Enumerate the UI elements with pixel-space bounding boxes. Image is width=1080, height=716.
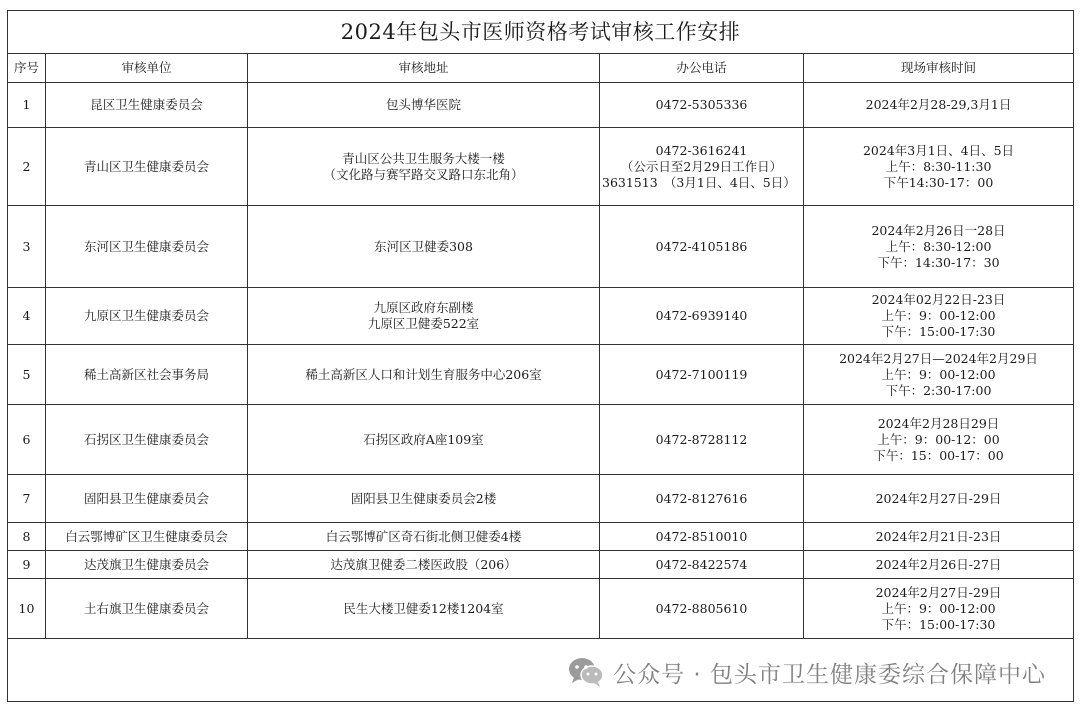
row-time <box>804 128 1074 206</box>
row-time-line: 下午14:30-17：00 <box>883 174 994 190</box>
watermark-text: 公众号 · 包头市卫生健康委综合保障中心 <box>613 661 1046 688</box>
row-time <box>804 551 1074 579</box>
row-phone-line: 0472-8805610 <box>655 600 748 616</box>
row-phone-line: 0472-8510010 <box>655 528 748 544</box>
table-row <box>8 128 1074 206</box>
page-title: 2024年包头市医师资格考试审核工作安排 <box>8 11 1074 54</box>
row-number: 6 <box>8 405 46 475</box>
row-unit: 白云鄂博矿区卫生健康委员会 <box>46 523 248 551</box>
row-number: 4 <box>8 288 46 345</box>
row-phone-line: 0472-8127616 <box>655 490 748 506</box>
row-phone-line: 0472-3616241 <box>655 142 748 158</box>
table-body <box>8 83 1074 639</box>
row-time-line: 2024年2月28-29,3月1日 <box>865 97 1012 112</box>
row-phone <box>600 83 804 128</box>
row-time-line: 下午：2:30-17:00 <box>885 382 992 398</box>
row-phone-line: 0472-5305336 <box>655 97 748 112</box>
row-address <box>248 128 600 206</box>
row-time-line: 上午：9：00-12：00 <box>877 431 1000 447</box>
header-phone: 办公电话 <box>600 54 804 83</box>
row-phone <box>600 523 804 551</box>
row-time-line: 下午：14:30-17：30 <box>877 254 1000 270</box>
row-phone-line: 0472-8422574 <box>655 556 748 572</box>
header-unit: 审核单位 <box>46 54 248 83</box>
row-time-line: 上午：9：00-12:00 <box>881 308 996 323</box>
table-row <box>8 579 1074 639</box>
row-time-line: 上午：8:30-11:30 <box>885 158 992 174</box>
schedule-table <box>7 10 1074 702</box>
row-address-line: 达茂旗卫健委二楼医政股（206） <box>330 556 517 572</box>
row-address-line: 固阳县卫生健康委员会2楼 <box>350 490 497 506</box>
row-address-line: 民生大楼卫健委12楼1204室 <box>343 600 504 616</box>
row-phone-line: （公示日至2月29日工作日） <box>620 158 783 174</box>
row-address-line: 九原区政府东副楼 <box>373 300 474 315</box>
row-address-line: （文化路与赛罕路交叉路口东北角） <box>323 166 524 182</box>
row-time <box>804 523 1074 551</box>
row-unit: 东河区卫生健康委员会 <box>46 206 248 288</box>
row-number: 7 <box>8 475 46 523</box>
row-phone <box>600 579 804 639</box>
header-time: 现场审核时间 <box>804 54 1074 83</box>
row-address-line: 九原区卫健委522室 <box>367 316 480 331</box>
row-time-line: 下午：15:00-17:30 <box>881 324 996 339</box>
row-time <box>804 405 1074 475</box>
row-phone-line: 3631513 （3月1日、4日、5日） <box>602 174 796 190</box>
table-row <box>8 206 1074 288</box>
row-time-line: 2024年2月28日29日 <box>877 415 1000 431</box>
table-row <box>8 405 1074 475</box>
row-address-line: 青山区公共卫生服务大楼一楼 <box>342 150 505 166</box>
row-unit: 青山区卫生健康委员会 <box>46 128 248 206</box>
row-address <box>248 345 600 405</box>
row-phone-line: 0472-7100119 <box>655 366 748 382</box>
row-address <box>248 523 600 551</box>
row-number: 1 <box>8 83 46 128</box>
row-time-line: 2024年2月27日-29日 <box>875 584 1002 600</box>
table-row <box>8 475 1074 523</box>
table-row <box>8 523 1074 551</box>
row-time-line: 2024年3月1日、4日、5日 <box>862 142 1015 158</box>
table-row <box>8 288 1074 345</box>
row-unit: 固阳县卫生健康委员会 <box>46 475 248 523</box>
row-address <box>248 551 600 579</box>
row-phone <box>600 206 804 288</box>
row-address-line: 包头博华医院 <box>385 97 461 112</box>
watermark <box>567 654 1046 690</box>
row-time <box>804 475 1074 523</box>
row-unit: 土右旗卫生健康委员会 <box>46 579 248 639</box>
row-address <box>248 206 600 288</box>
row-unit: 稀土高新区社会事务局 <box>46 345 248 405</box>
row-time <box>804 345 1074 405</box>
row-phone-line: 0472-6939140 <box>655 308 748 323</box>
header-row <box>8 54 1074 83</box>
row-time-line: 2024年02月22日-23日 <box>871 292 1006 307</box>
table-row <box>8 83 1074 128</box>
row-time-line: 上午：8:30-12:00 <box>885 238 992 254</box>
row-unit: 昆区卫生健康委员会 <box>46 83 248 128</box>
row-phone <box>600 288 804 345</box>
row-phone <box>600 128 804 206</box>
row-time <box>804 288 1074 345</box>
row-phone-line: 0472-8728112 <box>655 431 748 447</box>
row-unit: 石拐区卫生健康委员会 <box>46 405 248 475</box>
table-row <box>8 551 1074 579</box>
wechat-icon <box>567 656 605 688</box>
row-time-line: 上午：9：00-12:00 <box>881 600 996 616</box>
title-row <box>8 11 1074 54</box>
row-address <box>248 405 600 475</box>
row-time-line: 下午：15:00-17:30 <box>881 616 996 632</box>
row-phone <box>600 551 804 579</box>
row-phone-line: 0472-4105186 <box>655 238 748 254</box>
row-time <box>804 83 1074 128</box>
row-time-line: 2024年2月27日—2024年2月29日 <box>839 350 1038 366</box>
header-no: 序号 <box>8 54 46 83</box>
row-address-line: 白云鄂博矿区奇石街北侧卫健委4楼 <box>325 528 522 544</box>
row-unit: 达茂旗卫生健康委员会 <box>46 551 248 579</box>
row-time-line: 上午：9：00-12:00 <box>881 366 996 382</box>
row-number: 5 <box>8 345 46 405</box>
row-time-line: 2024年2月26日-27日 <box>875 556 1002 572</box>
row-time-line: 2024年2月27日-29日 <box>875 490 1002 506</box>
table-row <box>8 345 1074 405</box>
row-phone <box>600 345 804 405</box>
row-number: 3 <box>8 206 46 288</box>
row-phone <box>600 475 804 523</box>
row-number: 2 <box>8 128 46 206</box>
row-address <box>248 579 600 639</box>
row-address <box>248 288 600 345</box>
row-address-line: 石拐区政府A座109室 <box>363 431 484 447</box>
row-time-line: 2024年2月21日-23日 <box>875 528 1002 544</box>
row-number: 8 <box>8 523 46 551</box>
row-number: 10 <box>8 579 46 639</box>
row-number: 9 <box>8 551 46 579</box>
row-address <box>248 83 600 128</box>
row-time-line: 2024年2月26日一28日 <box>871 222 1006 238</box>
row-time <box>804 579 1074 639</box>
row-time-line: 下午：15：00-17：00 <box>873 447 1004 463</box>
row-phone <box>600 405 804 475</box>
row-address-line: 稀土高新区人口和计划生育服务中心206室 <box>305 366 542 382</box>
row-unit: 九原区卫生健康委员会 <box>46 288 248 345</box>
row-address-line: 东河区卫健委308 <box>374 238 473 254</box>
header-address: 审核地址 <box>248 54 600 83</box>
row-address <box>248 475 600 523</box>
row-time <box>804 206 1074 288</box>
